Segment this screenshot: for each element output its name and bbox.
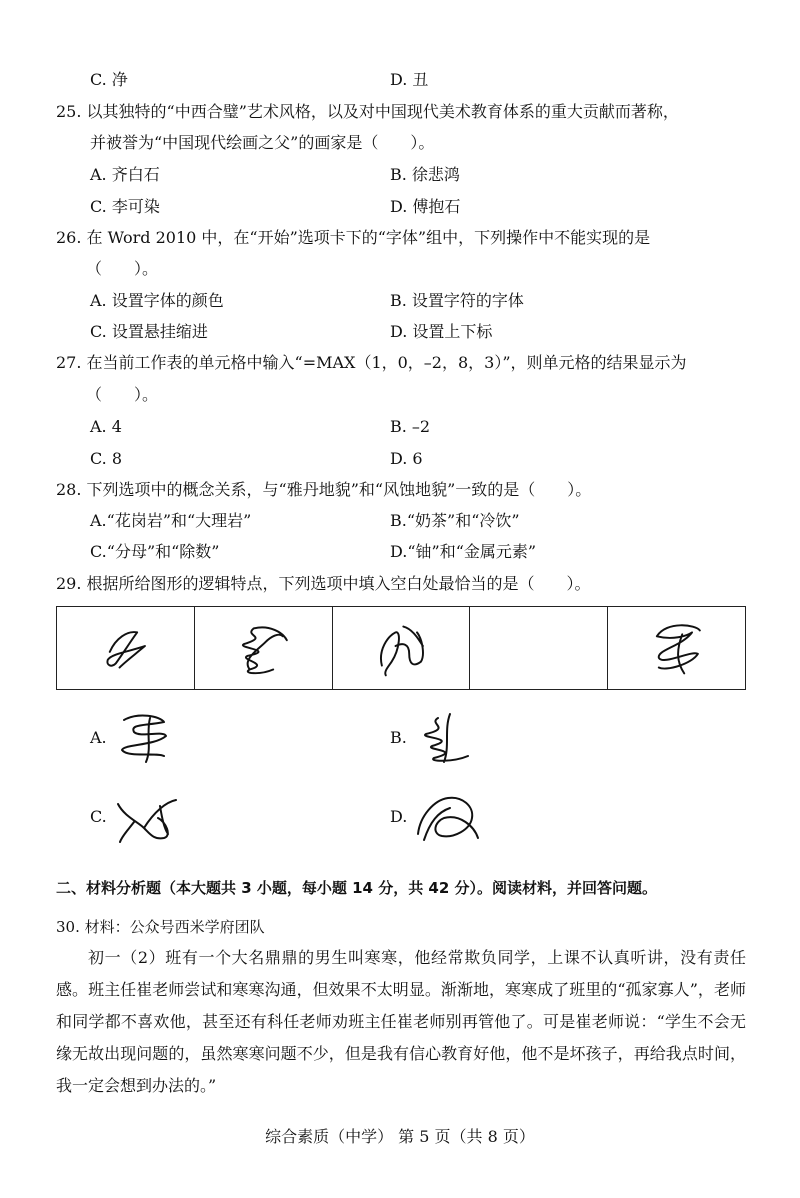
q25-option-c: C. 李可染 [90, 197, 160, 216]
figure-cell-3 [333, 607, 471, 689]
q29-option-b-label: B. [390, 728, 407, 747]
option-c-drawing [104, 782, 194, 848]
q30-paragraph: 初一（2）班有一个大名鼎鼎的男生叫寒寒，他经常欺负同学，上课不认真听讲，没有责任感。班主任崔老师尝试和寒寒沟通，但效果不太明显。渐渐地，寒寒成了班里的“孤家寡人”，老师和同学都不喜欢他，甚至还有科任老师劝班主任崔老师别再管他了。可是崔老师说：“学生不会无缘无故出现问题的，虽然寒寒问题不少，但是我有信心教育好他，他不是坏孩子，再给我点时间，我一定会想到办法的。” [56, 948, 746, 1095]
q26-stem-line1: 26. 在 Word 2010 中，在“开始”选项卡下的“字体”组中，下列操作中不能实现的是 [56, 228, 651, 247]
q25-option-d: D. 傅抱石 [390, 197, 461, 216]
q26-stem-line2: （ ）。 [86, 259, 159, 278]
q29-option-b-figure [404, 704, 494, 770]
q27-option-c: C. 8 [90, 449, 123, 468]
figure-cell-blank [470, 607, 608, 689]
q29-option-c-label: C. [90, 807, 107, 826]
section-heading: 二、材料分析题（本大题共 3 小题，每小题 14 分，共 42 分）。阅读材料，并回答问题。 [56, 879, 658, 897]
figure-cell-2 [195, 607, 333, 689]
q28-option-c: C.“分母”和“除数” [90, 542, 220, 561]
q27-option-b: B. –2 [390, 417, 431, 436]
q27-option-a: A. 4 [90, 417, 122, 436]
q28-option-d: D.“铀”和“金属元素” [390, 542, 537, 561]
page-footer: 综合素质（中学） 第 5 页（共 8 页） [265, 1127, 535, 1146]
q25-option-a: A. 齐白石 [90, 165, 160, 184]
q30-material-label: 30. 材料：公众号西米学府团队 [56, 918, 265, 936]
q28-option-b: B.“奶茶”和“冷饮” [390, 511, 520, 530]
figure-sequence [56, 606, 746, 690]
q24-option-c: C. 净 [90, 70, 128, 89]
figure-3-drawing [333, 607, 470, 689]
q29-stem: 29. 根据所给图形的逻辑特点，下列选项中填入空白处最恰当的是（ ）。 [56, 574, 591, 593]
figure-1-drawing [57, 607, 194, 689]
q29-option-c-figure [104, 782, 194, 848]
q29-option-a-figure [104, 704, 194, 770]
q24-option-d: D. 丑 [390, 70, 429, 89]
q29-option-d-figure [404, 782, 494, 848]
q25-option-b: B. 徐悲鸿 [390, 165, 460, 184]
q28-stem: 28. 下列选项中的概念关系，与“雅丹地貌”和“风蚀地貌”一致的是（ ）。 [56, 480, 592, 499]
option-b-drawing [404, 704, 494, 770]
q27-stem-line2: （ ）。 [86, 385, 159, 404]
q26-option-b: B. 设置字符的字体 [390, 291, 524, 310]
option-a-drawing [104, 704, 194, 770]
figure-cell-5 [608, 607, 745, 689]
q26-option-a: A. 设置字体的颜色 [90, 291, 224, 310]
q27-stem-line1: 27. 在当前工作表的单元格中输入“=MAX（1，0，–2，8，3）”，则单元格的结果显示为 [56, 353, 687, 372]
q29-option-a-label: A. [90, 728, 107, 747]
q26-option-c: C. 设置悬挂缩进 [90, 322, 208, 341]
q29-option-d-label: D. [390, 807, 408, 826]
q25-stem-line1: 25. 以其独特的“中西合璧”艺术风格，以及对中国现代美术教育体系的重大贡献而著称， [56, 102, 679, 121]
q26-option-d: D. 设置上下标 [390, 322, 493, 341]
q27-option-d: D. 6 [390, 449, 423, 468]
q28-option-a: A.“花岗岩”和“大理岩” [90, 511, 252, 530]
figure-5-drawing [608, 607, 745, 689]
figure-cell-1 [57, 607, 195, 689]
figure-2-drawing [195, 607, 332, 689]
option-d-drawing [404, 782, 494, 848]
q25-stem-line2: 并被誉为“中国现代绘画之父”的画家是（ ）。 [90, 133, 435, 152]
q30-material-passage [56, 942, 746, 1102]
